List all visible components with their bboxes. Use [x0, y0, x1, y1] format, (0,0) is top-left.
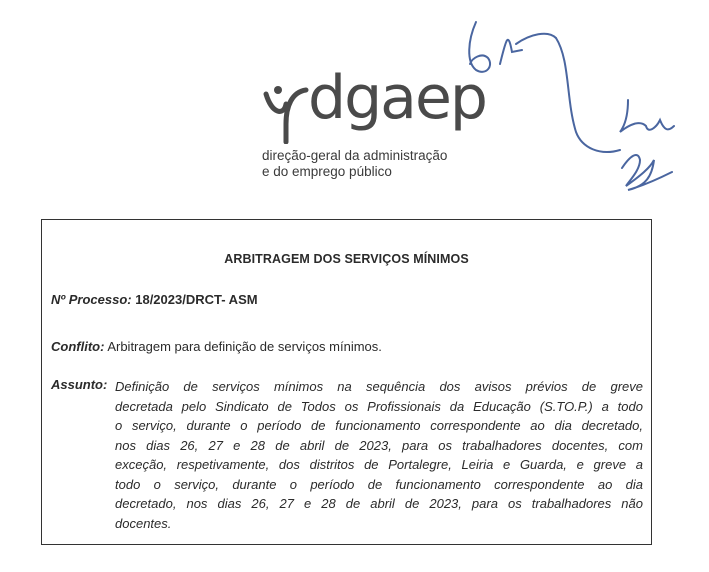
arbitration-summary-box: [41, 219, 652, 545]
processo-value: 18/2023/DRCT- ASM: [135, 292, 258, 307]
assunto-text: [115, 377, 643, 533]
assunto-line: decretado, nos dias 26, 27 e 28 de abril de 2023, para os trabalhadores não: [115, 496, 643, 511]
assunto-line: exceção, respetivamente, dos distritos de Portalegre, Leiria e Guarda, e greve a: [115, 457, 643, 472]
conflito-value: Arbitragem para definição de serviços mínimos.: [107, 339, 382, 354]
handwritten-page-number: [469, 22, 620, 152]
assunto-line: o serviço, durante o período de funcionamento correspondente ao dia decretado,: [115, 418, 643, 433]
logo-tagline-line1: direção-geral da administração: [262, 148, 448, 163]
processo-label: Nº Processo:: [51, 292, 132, 307]
processo-row: [51, 292, 258, 307]
assunto-line: docentes.: [115, 515, 172, 531]
handwritten-initials: [620, 100, 674, 190]
assunto-line: Definição de serviços mínimos na sequência dos avisos prévios de greve: [115, 379, 643, 394]
conflito-label: Conflito:: [51, 339, 105, 354]
assunto-line: decretada pelo Sindicato de Todos os Profissionais da Educação (S.TO.P.) a todo: [115, 398, 643, 414]
logo-tagline-line2: e do emprego público: [262, 164, 392, 179]
conflito-row: [51, 339, 382, 354]
assunto-label: Assunto:: [51, 377, 108, 392]
assunto-line: nos dias 26, 27 e 28 de abril de 2023, para os trabalhadores docentes, com: [115, 437, 643, 453]
handwritten-annotations: [0, 0, 709, 220]
document-title: ARBITRAGEM DOS SERVIÇOS MÍNIMOS: [224, 252, 469, 266]
logo-wordmark: dgaep: [308, 63, 486, 133]
assunto-line: todo o serviço, durante o período de funcionamento correspondente ao dia: [115, 476, 643, 492]
